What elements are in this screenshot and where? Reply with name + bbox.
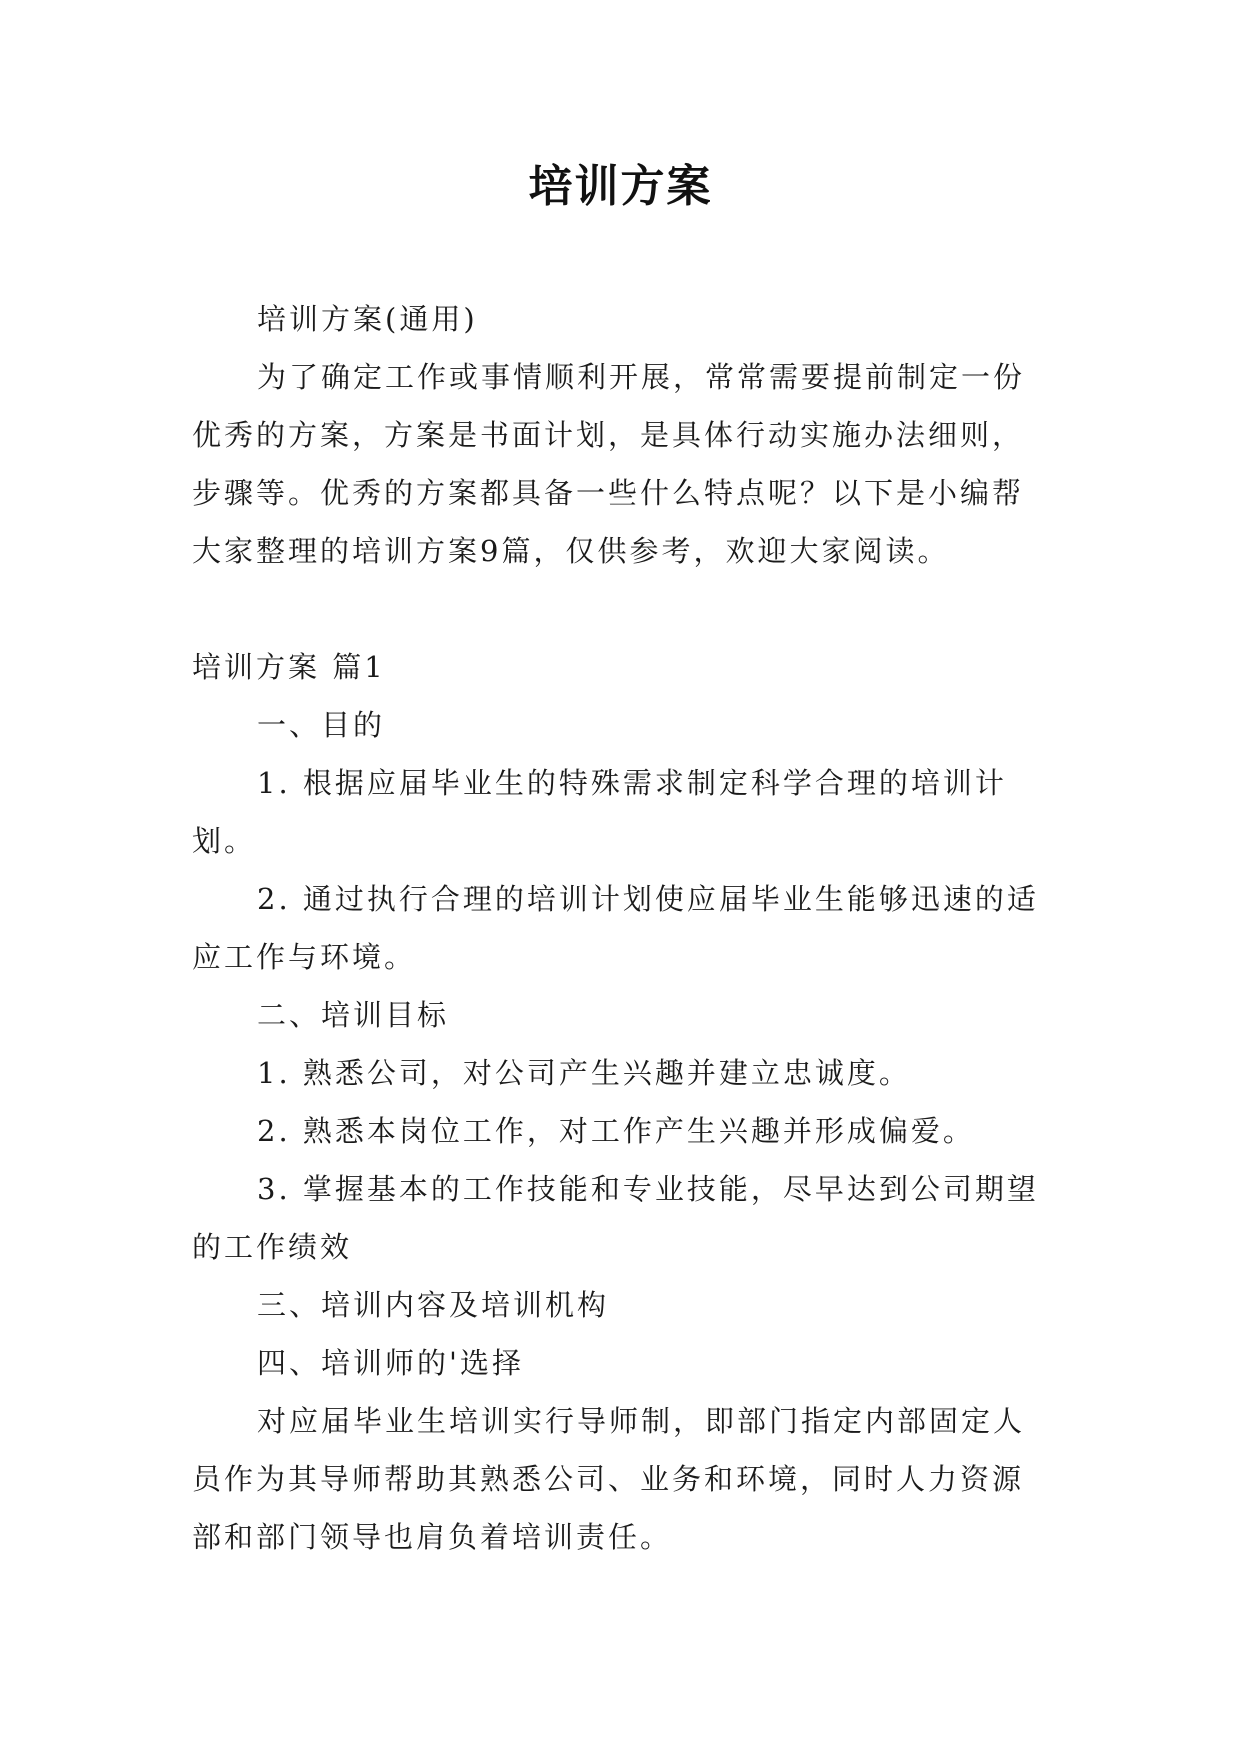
heading-trainer: 四、培训师的'选择 bbox=[257, 1346, 524, 1380]
heading-goals: 二、培训目标 bbox=[257, 998, 450, 1032]
document-title: 培训方案 bbox=[528, 161, 713, 212]
document-body bbox=[192, 290, 1052, 1566]
heading-purpose: 一、目的 bbox=[257, 708, 386, 742]
section-heading: 培训方案 篇1 bbox=[192, 650, 386, 684]
subtitle-paragraph: 培训方案(通用) bbox=[257, 302, 478, 336]
trainer-paragraph: 对应届毕业生培训实行导师制，即部门指定内部固定人员作为其导师帮助其熟悉公司、业务和环境，同时人力资源部和部门领导也肩负着培训责任。 bbox=[192, 1404, 1026, 1554]
goal-item-1: 1. 熟悉公司，对公司产生兴趣并建立忠诚度。 bbox=[257, 1056, 911, 1090]
goal-item-3: 3. 掌握基本的工作技能和专业技能，尽早达到公司期望的工作绩效 bbox=[192, 1172, 1039, 1264]
intro-paragraph: 为了确定工作或事情顺利开展，常常需要提前制定一份优秀的方案，方案是书面计划，是具体行动实施办法细则，步骤等。优秀的方案都具备一些什么特点呢？以下是小编帮大家整理的培训方案9篇，仅供参考，欢迎大家阅读。 bbox=[192, 360, 1026, 568]
purpose-item-2: 2. 通过执行合理的培训计划使应届毕业生能够迅速的适应工作与环境。 bbox=[192, 882, 1039, 974]
purpose-item-1: 1. 根据应届毕业生的特殊需求制定科学合理的培训计划。 bbox=[192, 766, 1007, 858]
goal-item-2: 2. 熟悉本岗位工作，对工作产生兴趣并形成偏爱。 bbox=[257, 1114, 975, 1148]
heading-content: 三、培训内容及培训机构 bbox=[257, 1288, 610, 1322]
